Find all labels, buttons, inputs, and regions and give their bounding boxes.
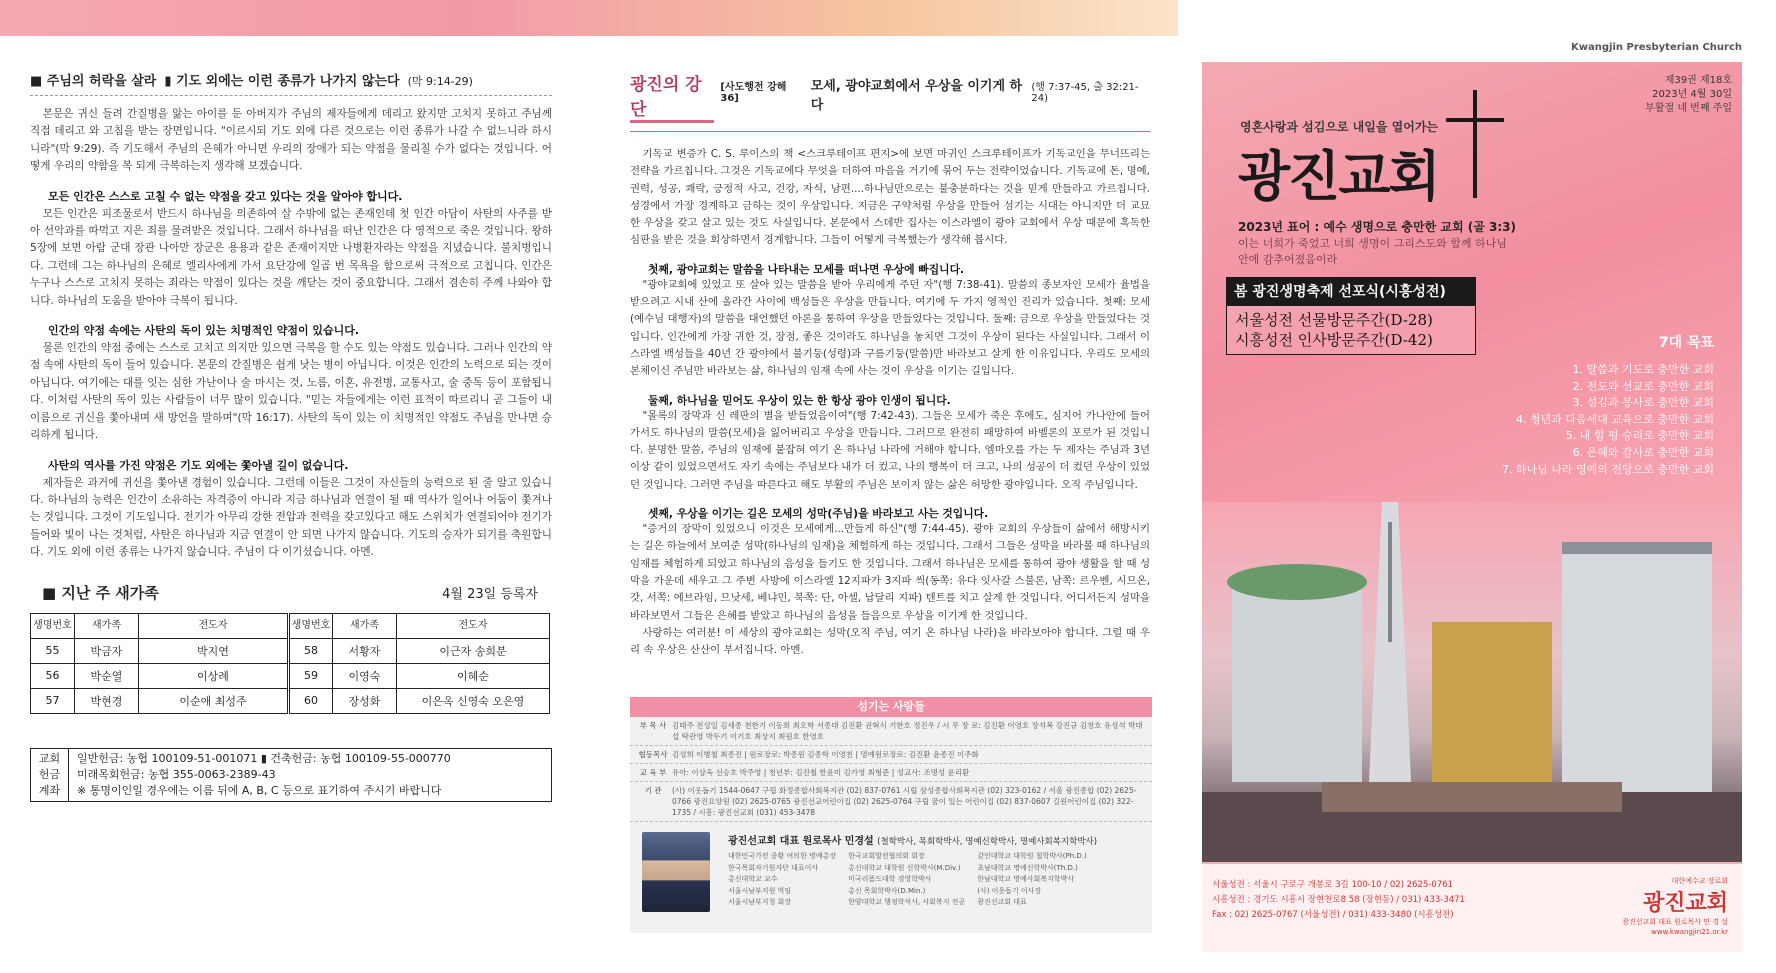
church-building-photo bbox=[1202, 502, 1742, 892]
stage bbox=[1322, 782, 1622, 812]
table-header: 전도자 bbox=[139, 613, 289, 638]
career-column bbox=[977, 851, 1087, 909]
servers-value: 유아: 이상옥 선승호 박주영 | 청년부: 김진철 한윤미 김가영 최형준 | 성교사: 조명성 윤리환 bbox=[672, 768, 970, 777]
pastor-degrees: (철학박사, 목회학박사, 명예신학박사, 명예사회복지학박사) bbox=[877, 837, 1098, 847]
paragraph-2: 물론 인간의 약점 중에는 스스로 고치고 의지만 있으면 극복을 할 수도 있는 약점도 있습니다. 그러나 인간의 약점 속에 사탄의 독이 들어 있습니다. 본문의 간질병은 쉽게 낫는 병이 아닙니다. 이것은 인간의 노력으로 되는 것이 아닙니다. 여기에는 대를 잇는 심한 가난이나 술 마시는 것, 노름, 이혼, 유전병, 교통사고, 술 중독 등이 포함됩니다. 이처럼 사탄의 독이 있는 사람들이 너무 많이 있습니다. "믿는 자들에게는 이런 표적이 따르리니 곧 그들이 내 이름으로 귀신을 쫓아내며 새 방언을 말하며"(막 16:17). 사탄의 독이 있는 이 치명적인 약점도 주님을 만나면 승리하게 됩니다. bbox=[30, 342, 552, 442]
festival-title: 봄 광진생명축제 선포식(시흥성전) bbox=[1226, 277, 1476, 305]
cover-footer bbox=[1202, 862, 1742, 952]
table-cell: 장성화 bbox=[333, 688, 397, 713]
table-cell: 59 bbox=[289, 663, 333, 688]
sermon-subheading-3: 셋째, 우상을 이기는 길은 모세의 성막(주님)을 바라보고 사는 것입니다. bbox=[648, 507, 989, 521]
table-cell: 박현경 bbox=[75, 688, 139, 713]
pulpit-brand: 광진의 강단 bbox=[630, 70, 714, 123]
table-cell: 이영숙 bbox=[333, 663, 397, 688]
servers-row bbox=[630, 764, 1152, 782]
servers-key: 교 육 부 bbox=[639, 768, 667, 777]
subheading-2: 인간의 약점 속에는 사탄의 독이 있는 치명적인 약점이 있습니다. bbox=[48, 324, 360, 338]
sermon-ref: (행 7:37-45, 출 32:21-24) bbox=[1031, 82, 1139, 104]
table-header: 새가족 bbox=[333, 613, 397, 638]
festival-body bbox=[1226, 305, 1476, 355]
cover-background bbox=[1202, 62, 1742, 952]
career-column bbox=[848, 851, 965, 909]
sermon-paragraph-4: 사랑하는 여러분! 이 세상의 광야교회는 성막(오직 주님, 여기 온 하나님 나라)을 바라보아야 합니다. 그럴 때 우리 속 우상은 산산이 부서집니다. 아멘. bbox=[630, 626, 1150, 657]
offering-line: 일반헌금: 농협 100109-51-001071 ▮ 건축헌금: 농협 100109-55-000770 bbox=[77, 751, 451, 765]
middle-column bbox=[630, 70, 1150, 659]
building-center bbox=[1432, 622, 1552, 802]
building-right bbox=[1562, 542, 1712, 802]
subheading-3: 사탄의 역사를 가진 약점은 기도 외에는 쫓아낼 길이 없습니다. bbox=[48, 458, 349, 472]
address-line: Fax : 02) 2625-0767 (서울성전) / 031) 433-3480 (시흥성전) bbox=[1212, 910, 1454, 920]
servers-row bbox=[630, 746, 1152, 764]
servers-row bbox=[630, 782, 1152, 822]
table-cell: 이은옥 신영숙 오은영 bbox=[397, 688, 550, 713]
servers-key: 협동목사 bbox=[638, 750, 668, 759]
newcomers-header bbox=[30, 582, 552, 603]
offering-line: ※ 통명이인일 경우에는 이름 뒤에 A, B, C 등으로 표기하여 주시기 바랍니다 bbox=[77, 783, 442, 797]
offering-label: 교회 헌금 계좌 bbox=[31, 749, 69, 801]
servers-panel bbox=[630, 697, 1152, 933]
table-cell: 이근자 송희분 bbox=[397, 638, 550, 663]
sermon-series: [사도행전 강해 36] bbox=[720, 82, 787, 104]
pastor-photo bbox=[642, 832, 710, 912]
festival-line: 서울성전 선물방문주간(D-28) bbox=[1235, 311, 1433, 329]
goal-item: 3. 섬김과 봉사로 충만한 교회 bbox=[1572, 396, 1714, 410]
issue-line: 제39권 제18호 bbox=[1664, 75, 1732, 86]
sermon-subheading-2: 둘째, 하나님을 믿어도 우상이 있는 한 항상 광야 인생이 됩니다. bbox=[648, 393, 951, 407]
career-item: 총신대학교 대학원 신학박사(M.Div.) bbox=[848, 863, 961, 872]
issue-info bbox=[1645, 74, 1732, 116]
table-row bbox=[31, 663, 550, 688]
table-cell: 이순애 최성주 bbox=[139, 688, 289, 713]
goal-item: 5. 내 힘 평 승리로 충만한 교회 bbox=[1565, 429, 1714, 443]
sermon-paragraph-2: "몰록의 장막과 신 레판의 별을 받들었음이여"(행 7:42-43). 그들은 모세가 죽은 후에도, 심지어 가나안에 들어가서도 하나님의 말씀(모세)을 잃어버리고 우상을 만듭니다. 그러므로 완전히 패망하여 바벨론의 포로가 된 것입니다. 분명한 말씀, 주님의 임재에 붙잡혀 여기 온 하나님 나라에 거해야 합니다. 엠마오를 가는 두 제자는 주님과 3년 이상 같이 있었으면서도 자기 속에는 주님보다 내가 더 컸고, 나의 행복이 더 크고, 나의 성공이 더 컸던 우상이 있었던 것입니다. 그러면 주님을 따른다고 해도 부활의 주님은 보이지 않는 삶은 허망한 광야입니다. 오직 주님입니다. bbox=[630, 409, 1150, 491]
section-title-b: ▮ 기도 외에는 이런 종류가 나가지 않는다 bbox=[164, 74, 400, 89]
pastor-info bbox=[728, 832, 1097, 912]
table-cell: 서황자 bbox=[333, 638, 397, 663]
issue-line: 부활절 네 번째 주일 bbox=[1645, 103, 1732, 114]
table-header-row bbox=[31, 613, 550, 638]
servers-row bbox=[630, 717, 1152, 746]
pastor-title bbox=[728, 832, 1097, 847]
career-item: 대한민국가전 종황 여의한 명예총장 bbox=[728, 852, 837, 860]
servers-value: (사) 이웃돕기 1544-0647 구립 화정종합사회복지관 (02) 837-0761 시립 삼성종합사회복지관 (02) 323-0162 / 서울 광진종합 (02) 2625-0766 광진요양원 (02) 2625-0765 광진선교어린이집 (02) 2625-0764 구립 꿈이 있는 어린이집 (02) 837-0607 길원어린이집 (02) 322-1735 / 시흥: 광진선교회 (031) 453-3478 bbox=[672, 786, 1137, 817]
newcomers-table bbox=[30, 613, 550, 714]
table-cell: 56 bbox=[31, 663, 75, 688]
issue-line: 2023년 4월 30일 bbox=[1652, 89, 1732, 100]
sermon-intro: 기독교 변증가 C. S. 루이스의 책 <스크루테이프 편지>에 보면 마귀인 스크루테이프가 기독교인을 무너뜨리는 전략을 가르칩니다. 그것은 기독교에다 무엇을 더하여 마음을 거기에 묶어 두는 전략이었습니다. 기독교에 돈, 명예, 권력, 성공, 쾌락, 긍정적 사고, 건강, 자식, 남편....하나님만으로는 불충분하다는 것을 믿게 만들라고 가르칩니다. 성경에서 가장 경계하고 금하는 것이 우상입니다. 지금은 구약처럼 우상을 만들어 섬기는 시대는 아니지만 더 교묘한 우상을 갖고 살고 있는 것도 사실입니다. 본문에서 스데반 집사는 이스라엘이 광야 교회에서 우상 때문에 혹독한 심판을 받은 것을 회상하면서 경계합니다. 그들이 어떻게 극복했는가 생각해 봅시다. bbox=[630, 148, 1150, 247]
building-dome bbox=[1227, 564, 1367, 600]
section-title bbox=[30, 70, 552, 96]
newcomers-title: ■ 지난 주 새가족 bbox=[42, 583, 159, 602]
cross-icon bbox=[1473, 90, 1477, 198]
servers-value: 김성희 이병철 최종진 | 원로장로: 박종원 김종학 이영천 | 명예원로장로: 김진환 윤종진 이주화 bbox=[672, 750, 979, 759]
festival-line: 시흥성전 인사방문주간(D-42) bbox=[1235, 331, 1433, 349]
building-left bbox=[1232, 582, 1362, 782]
table-row bbox=[31, 688, 550, 713]
table-cell: 이혜순 bbox=[397, 663, 550, 688]
table-cell: 55 bbox=[31, 638, 75, 663]
seal-church-name: 광진교회 bbox=[1642, 890, 1728, 916]
festival-box bbox=[1226, 277, 1476, 355]
career-item: 같인대학교 대학원 철학박사(Ph.D.) bbox=[977, 852, 1087, 860]
pastor-profile bbox=[630, 822, 1152, 922]
offering-lines bbox=[69, 749, 459, 801]
goals-title: 7대 목표 bbox=[1658, 335, 1714, 351]
career-item: 한남대학교 명예사회복지학박사 bbox=[977, 875, 1075, 883]
table-row bbox=[31, 638, 550, 663]
table-cell: 60 bbox=[289, 688, 333, 713]
pastor-career-columns bbox=[728, 851, 1097, 909]
table-header: 생명번호 bbox=[31, 613, 75, 638]
table-header: 전도자 bbox=[397, 613, 550, 638]
seven-goals bbox=[1502, 332, 1714, 478]
newcomers-date: 4월 23일 등록자 bbox=[442, 586, 538, 602]
address-line: 서울성전 : 서울시 구로구 개봉로 3길 100-10 / 02) 2625-0761 bbox=[1212, 880, 1453, 890]
seal-denomination: 대한예수교 장로회 bbox=[1671, 877, 1728, 885]
career-item: 한국목회자기원자단 대표이사 bbox=[728, 863, 819, 872]
section-ref: (막 9:14-29) bbox=[407, 75, 473, 88]
seal-line: www.kwangjin21.or.kr bbox=[1651, 928, 1728, 936]
church-english-name: Kwangjin Presbyterian Church bbox=[1571, 42, 1742, 53]
year-motto: 2023년 표어 : 예수 생명으로 충만한 교회 (골 3:3) bbox=[1238, 220, 1516, 234]
career-item: 한양대학교 행정학석사, 사회복지 전공 bbox=[848, 898, 966, 906]
table-cell: 57 bbox=[31, 688, 75, 713]
career-item: 서울시남부지원 역임 bbox=[728, 886, 792, 895]
goal-item: 2. 전도와 선교로 충만한 교회 bbox=[1572, 379, 1714, 393]
offering-line: 미래목회헌금: 농협 355-0063-2389-43 bbox=[77, 767, 276, 781]
servers-key: 기 관 bbox=[644, 786, 662, 795]
sermon-title: 모세, 광야교회에서 우상을 이기게 하다 bbox=[810, 79, 1023, 113]
goal-item: 1. 말씀과 기도로 충만한 교회 bbox=[1572, 363, 1714, 376]
career-item: 광진선교회 대표 bbox=[977, 898, 1027, 906]
bulletin-cover bbox=[1202, 62, 1742, 952]
career-item: 초남대학교 명예신학박사(Th.D.) bbox=[977, 863, 1078, 872]
paragraph-1: 모든 인간은 피조물로서 반드시 하나님을 의존하여 살 수밖에 없는 존재인데 첫 인간 아담이 사탄의 사주를 받아 선악과를 따먹고 지은 죄를 물려받은 것입니다. 그래서 하나님을 떠난 인간은 다 영적으로 죽은 것입니다. 왕하 5장에 보면 아람 군대 장관 나아만 장군은 용용과 같은 존재이지만 나병환자라는 약점을 지녔습니다. 불치병입니다. 그런데 그는 하나님의 은혜로 엘리사에게 가서 요단강에 일곱 번 목욕을 함으로써 극적으로 고칩니다. 인간은 누구나 스스로 고치지 못하는 죄라는 약점이 있다는 것을 깨닫는 것이 중요합니다. 그래서 겸손히 주께 나와야 합니다. 하나님의 도움을 받아야 극복이 됩니다. bbox=[30, 207, 552, 307]
church-building-illustration bbox=[1202, 502, 1742, 892]
left-column bbox=[30, 70, 552, 802]
table-header: 새가족 bbox=[75, 613, 139, 638]
cross-icon-bar bbox=[1446, 118, 1504, 122]
table-cell: 박순열 bbox=[75, 663, 139, 688]
section-title-a: ■ 주님의 허락을 살라 bbox=[30, 74, 157, 89]
career-item: 미국리폼드대학 경영학박사 bbox=[848, 875, 932, 883]
church-slogan: 영혼사랑과 섬김으로 내일을 열어가는 bbox=[1240, 120, 1439, 134]
church-addresses bbox=[1212, 878, 1465, 923]
sermon-subheading-1: 첫째, 광야교회는 말씀을 나타내는 모세를 떠나면 우상에 빠집니다. bbox=[648, 262, 965, 276]
tower-spire bbox=[1388, 522, 1392, 642]
table-cell: 이상례 bbox=[139, 663, 289, 688]
top-decorative-band bbox=[0, 0, 1178, 36]
career-column bbox=[728, 851, 836, 909]
church-seal bbox=[1622, 876, 1728, 937]
sermon-title-bar bbox=[630, 70, 1150, 132]
sermon-paragraph-3: "증거의 장막이 있었으니 이것은 모세에게...만들게 하신"(행 7:44-45). 광야 교회의 우상들이 삶에서 해방시키는 길은 하늘에서 보여준 성막(하나님의 임재)을 체험하게 하는 것입니다. 그래서 그들은 성막을 바라볼 때 하나님의 임재를 체험하게 되었고 하나님의 음성을 들기도 한 것입니다. 그래서 하나님은 모세를 통하여 광야 생활을 할 때 성막을 가운데 세우고 그 주변 사방에 이스라엘 12지파가 3지파 씩(동쪽: 유다 잇사갈 스불론, 남쪽: 르우벤, 시므온, 갓, 서쪽: 에브라임, 므낫세, 베냐민, 북쪽: 단, 아셀, 납달리 지파) 텐트를 치고 살게 한 것입니다. 어디서든지 성막을 바라보면서 그들은 은혜를 받았고 하나님의 음성을 들음으로 우상을 이기게 한 것입니다. bbox=[630, 523, 1150, 622]
church-logo-text: 광진교회 bbox=[1238, 145, 1439, 208]
paragraph-3: 제자들은 과거에 귀신을 쫓아낸 경험이 있습니다. 그런데 이들은 그것이 자신들의 능력으로 된 줄 알고 있습니다. 하나님의 능력은 인간이 소유하는 자격증이 아니라 지금 하나님과 연결이 될 때 역사가 일어나 어둠이 쫓겨나는 것입니다. 그것이 기도입니다. 전기가 아무리 강한 전압과 전력을 갖고있다고 해도 스위치가 연결되어야 전기가 들어와 빛이 나는 것처럼, 사탄은 하나님과 지금 연결이 안 되면 나가지 않습니다. 기도의 승자가 되기를 축원합니다. 기도 외에 이런 종류는 나가지 않습니다. 주님이 다 이기셨습니다. 아멘. bbox=[30, 476, 552, 559]
servers-title: 섬기는 사람들 bbox=[630, 697, 1152, 717]
goal-item: 7. 하나님 나라 영예의 전당으로 충만한 교회 bbox=[1501, 462, 1714, 476]
servers-key: 부 목 사 bbox=[639, 721, 667, 730]
seal-line: 광진선교회 대표 원로목사 민 경 설 bbox=[1622, 918, 1728, 926]
intro-paragraph: 본문은 귀신 들려 간질병을 앓는 아이를 둔 아버지가 주님의 제자들에게 데리고 왔지만 고치지 못하고 주님께 직접 데리고 와 고침을 받는 장면입니다. "이르시되 기도 외에 다른 것으로는 이런 종류가 나갈 수 없느니라 하시니라"(막 9:29). 즉 기도해서 주님의 은혜가 아니면 우리의 장애가 되는 약점을 물리칠 수가 없다는 것입니다. 어떻게 우리의 약함을 복 되게 극복하는지 생각해 보겠습니다. bbox=[30, 108, 552, 173]
servers-value: 김태주 전성일 김세종 천한기 이동희 최오학 서종대 김진환 권혁식 기한호 정진우 / 시 무 장 로: 김진환 이영호 장석복 강진규 김창호 유성석 박대섭 탁관영 박두기 이기호 최상지 최원호 한영호 bbox=[672, 721, 1143, 741]
motto-verse: 이는 너희가 죽었고 너희 생명이 그리스도와 함께 하나님 안에 감추어졌음이라 bbox=[1238, 237, 1507, 266]
career-item: 총신대학교 교수 bbox=[728, 875, 778, 883]
career-item: 서울시남부지청 회장 bbox=[728, 898, 792, 906]
goal-item: 6. 은혜와 감사로 충만한 교회 bbox=[1572, 445, 1714, 459]
offering-accounts-box bbox=[30, 748, 552, 802]
subheading-1: 모든 인간은 스스로 고칠 수 없는 약점을 갖고 있다는 것을 알아야 합니다. bbox=[48, 189, 403, 203]
table-cell: 58 bbox=[289, 638, 333, 663]
table-cell: 박금자 bbox=[75, 638, 139, 663]
career-item: 한국교회발전협의회 회장 bbox=[848, 852, 925, 860]
address-line: 시흥성전 : 경기도 시흥시 장현천로8 58 (장현동) / 031) 433-3471 bbox=[1212, 895, 1465, 905]
pastor-name: 광진선교회 대표 원로목사 민경설 bbox=[728, 836, 874, 847]
goal-item: 4. 청년과 다음세대 교육으로 충만한 교회 bbox=[1516, 412, 1714, 426]
career-item: (사) 이웃돕기 이사장 bbox=[977, 886, 1042, 895]
sermon-paragraph-1: "광야교회에 있었고 또 살아 있는 말씀을 받아 우리에게 주던 자"(행 7:38-41). 말씀의 종보자인 모세가 율법을 받으려고 시내 산에 올라간 사이에 백성들은 우상을 만듭니다. 여기에 두 가지 영적인 진리가 있습니다. 첫째: 모세(예수님 대행자)의 말씀을 대언했던 아론을 통하여 우상을 만들었다는 것입니다. 둘째: 금으로 우상을 만들었다는 것입니다. 인간에게 가장 귀한 것, 장점, 좋은 것이라도 하나님을 놓치면 그것이 우상이 된다는 사실입니다. 그래서 이스라엘 백성들을 40년 간 광야에서 불기둥(성령)과 구름기둥(말씀)만 바라보고 살게 한 이유입니다. 우리도 모세의 본체이신 주님만 바라보는 삶, 하나님의 임재 속에 사는 것이 우상을 이기는 길입니다. bbox=[630, 278, 1150, 378]
table-header: 생명번호 bbox=[289, 613, 333, 638]
table-cell: 박지연 bbox=[139, 638, 289, 663]
career-item: 총신 목회학박사(D.Min.) bbox=[848, 886, 926, 895]
building-right-roof bbox=[1562, 542, 1712, 554]
